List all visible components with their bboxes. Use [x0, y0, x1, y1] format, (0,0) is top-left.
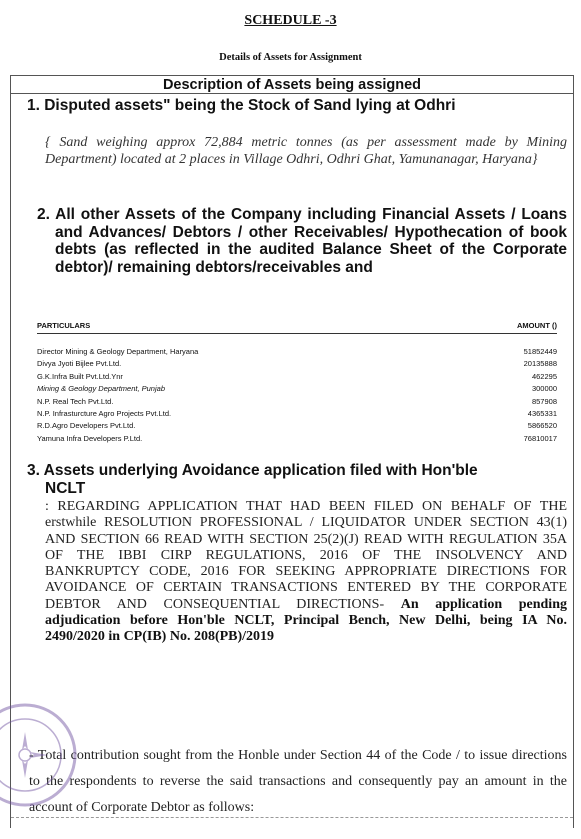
schedule-title: SCHEDULE -3: [244, 13, 337, 28]
receivables-table: [37, 321, 557, 446]
cell-particular: N.P. Real Tech Pvt.Ltd.: [37, 396, 114, 406]
cell-amount: 4365331: [527, 408, 557, 418]
cell-particular: Director Mining & Geology Department, Haryana: [37, 347, 199, 356]
table-body: [37, 347, 557, 446]
section3-contribution: - Total contribution sought from the Honble under Section 44 of the Code / to issue directions to the respondents to reverse the said transactions and consequently pay an amount in the account of Corporate Debtor as follows:: [29, 748, 567, 815]
document-subtitle: Details of Assets for Assignment: [219, 52, 362, 63]
col-amount: AMOUNT (): [517, 321, 557, 330]
section3-heading-line2: NCLT: [45, 479, 86, 497]
table-row: [37, 372, 557, 384]
cell-particular: G.K.Infra Built Pvt.Ltd.Ynr: [37, 371, 123, 381]
cell-particular: Mining & Geology Department, Punjab: [37, 384, 165, 394]
section3-heading: [27, 462, 567, 497]
assets-frame: [10, 75, 574, 828]
table-row: [37, 397, 557, 409]
section3-body-bold: An application pending adjudication before Hon'ble NCLT, Principal Bench, New Delhi, being IA No. 2490/2020 in CP(IB) No. 208(PB)/2019: [45, 596, 567, 645]
cell-particular: R.D.Agro Developers Pvt.Ltd.: [37, 421, 136, 431]
section3-heading-line1: 3. Assets underlying Avoidance application filed with Hon'ble: [27, 462, 478, 479]
cell-particular: N.P. Infrasturcture Agro Projects Pvt.Ltd.: [37, 408, 172, 418]
cell-amount: 5866520: [527, 421, 557, 431]
cell-amount: 300000: [531, 384, 557, 394]
box-header: Description of Assets being assigned: [11, 76, 573, 94]
divider: [11, 817, 573, 818]
table-row: [37, 359, 557, 371]
cell-amount: 462295: [531, 371, 557, 381]
section1-text: { Sand weighing approx 72,884 metric tonnes (as per assessment made by Mining Department) located at 2 places in Village Odhri, Odhri Ghat, Yamunanagar, Haryana}: [45, 135, 567, 167]
table-row: [37, 434, 557, 446]
section1-heading: 1. Disputed assets" being the Stock of Sand lying at Odhri: [27, 97, 456, 114]
cell-amount: 20135888: [523, 359, 557, 369]
col-particulars: PARTICULARS: [37, 321, 91, 330]
table-header: [37, 321, 557, 334]
table-row: [37, 384, 557, 396]
table-row: [37, 347, 557, 359]
cell-particular: Divya Jyoti Bijlee Pvt.Ltd.: [37, 359, 122, 369]
table-row: [37, 421, 557, 433]
section2-heading-text: 2. All other Assets of the Company including Financial Assets / Loans and Advances/ Debtors / other Receivables/ Hypothecation of book debts (as reflected in the audited Balance Sheet of the Corporate debtor)/ remaining debtors/receivables and: [37, 206, 567, 276]
cell-amount: 76810017: [523, 433, 557, 443]
cell-particular: Yamuna Infra Developers P.Ltd.: [37, 433, 143, 443]
cell-amount: 857908: [531, 396, 557, 406]
table-row: [37, 409, 557, 421]
official-seal-icon: [0, 700, 80, 810]
section2-heading: [37, 206, 567, 276]
cell-amount: 51852449: [523, 347, 557, 356]
section3-body: [45, 499, 567, 646]
section3-body-plain: : REGARDING APPLICATION THAT HAD BEEN FILED ON BEHALF OF THE erstwhile RESOLUTION PROFESSIONAL / LIQUIDATOR UNDER SECTION 43(1) AND SECTION 66 READ WITH SECTION 25(2)(J) READ WITH REGULATION 35A OF THE IBBI CIRP REGULATIONS, 2016 OF THE INSOLVENCY AND BANKRUPTCY CODE, 2016 FOR SEEKING APPROPRIATE DIRECTIONS FOR AVOIDANCE OF CERTAIN TRANSACTIONS ENTERED BY THE CORPORATE DEBTOR AND CONSEQUENTIAL DIRECTIONS-: [45, 499, 567, 612]
